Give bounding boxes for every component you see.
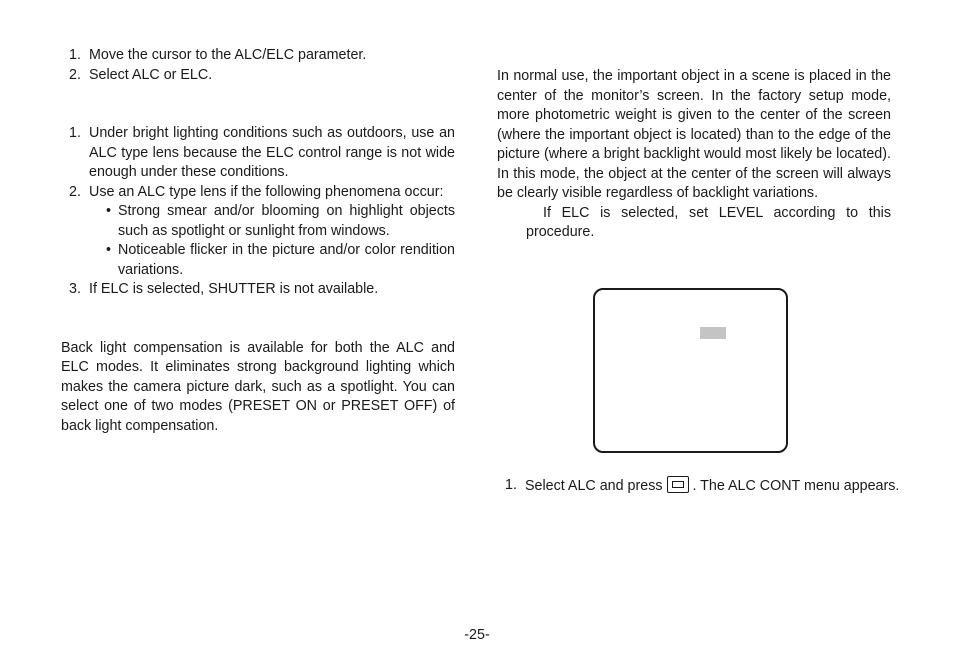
set-button-icon	[667, 476, 689, 493]
left-column	[61, 46, 455, 436]
note-text: Use an ALC type lens if the following phenomena occur:	[89, 183, 444, 200]
bullet-text: Noticeable flicker in the picture and/or color rendition variations.	[118, 242, 455, 278]
step-text: Select ALC or ELC.	[89, 66, 213, 83]
note-item	[61, 280, 455, 300]
bullet-item	[61, 202, 455, 241]
note-item	[61, 183, 455, 203]
note-item	[61, 124, 455, 183]
photometric-paragraph: In normal use, the important object in a scene is placed in the center of the monitor’s screen. In the factory setup mode, more photometric weight is given to the center of the screen (where the important object is located) than to the edge of the picture (where a bright backlight would most likely be located). In this mode, the object at the center of the screen will always be clearly visible regardless of backlight variations.	[497, 68, 891, 201]
step-item	[61, 46, 455, 66]
bullet-item	[61, 241, 455, 280]
bullet-dot: •	[106, 203, 112, 219]
spacer	[61, 300, 455, 339]
bullet-text: Strong smear and/or blooming on highlight objects such as spotlight or sunlight from windows.	[118, 203, 455, 239]
note-text: Under bright lighting conditions such as outdoors, use an ALC type lens because the ELC control range is not wide enough under these conditions.	[89, 125, 455, 180]
elc-note: If ELC is selected, set LEVEL according to this procedure.	[526, 204, 891, 240]
spacer	[61, 85, 455, 124]
step-item	[61, 66, 455, 86]
step-text-before: Select ALC and press	[525, 478, 663, 494]
backlight-paragraph: Back light compensation is available for both the ALC and ELC modes. It eliminates strong background lighting which makes the camera picture dark, such as a spotlight. You can select one of two modes (PRESET ON or PRESET OFF) of back light compensation.	[61, 339, 455, 434]
step-number: 1.	[69, 47, 81, 63]
step-text-after: . The ALC CONT menu appears.	[692, 478, 900, 494]
note-text: If ELC is selected, SHUTTER is not available.	[89, 281, 379, 297]
note-number: 2.	[69, 183, 81, 200]
page-number: -25-	[464, 627, 490, 643]
right-column	[497, 67, 891, 243]
alc-step-item	[497, 476, 919, 497]
bullet-dot: •	[106, 242, 112, 258]
note-number: 3.	[69, 281, 81, 297]
note-number: 1.	[69, 125, 81, 141]
menu-cursor-highlight	[700, 327, 726, 339]
monitor-screen-illustration	[593, 288, 788, 453]
step-number: 1.	[505, 477, 517, 493]
step-text: Move the cursor to the ALC/ELC parameter.	[89, 47, 367, 63]
step-number: 2.	[69, 66, 81, 83]
